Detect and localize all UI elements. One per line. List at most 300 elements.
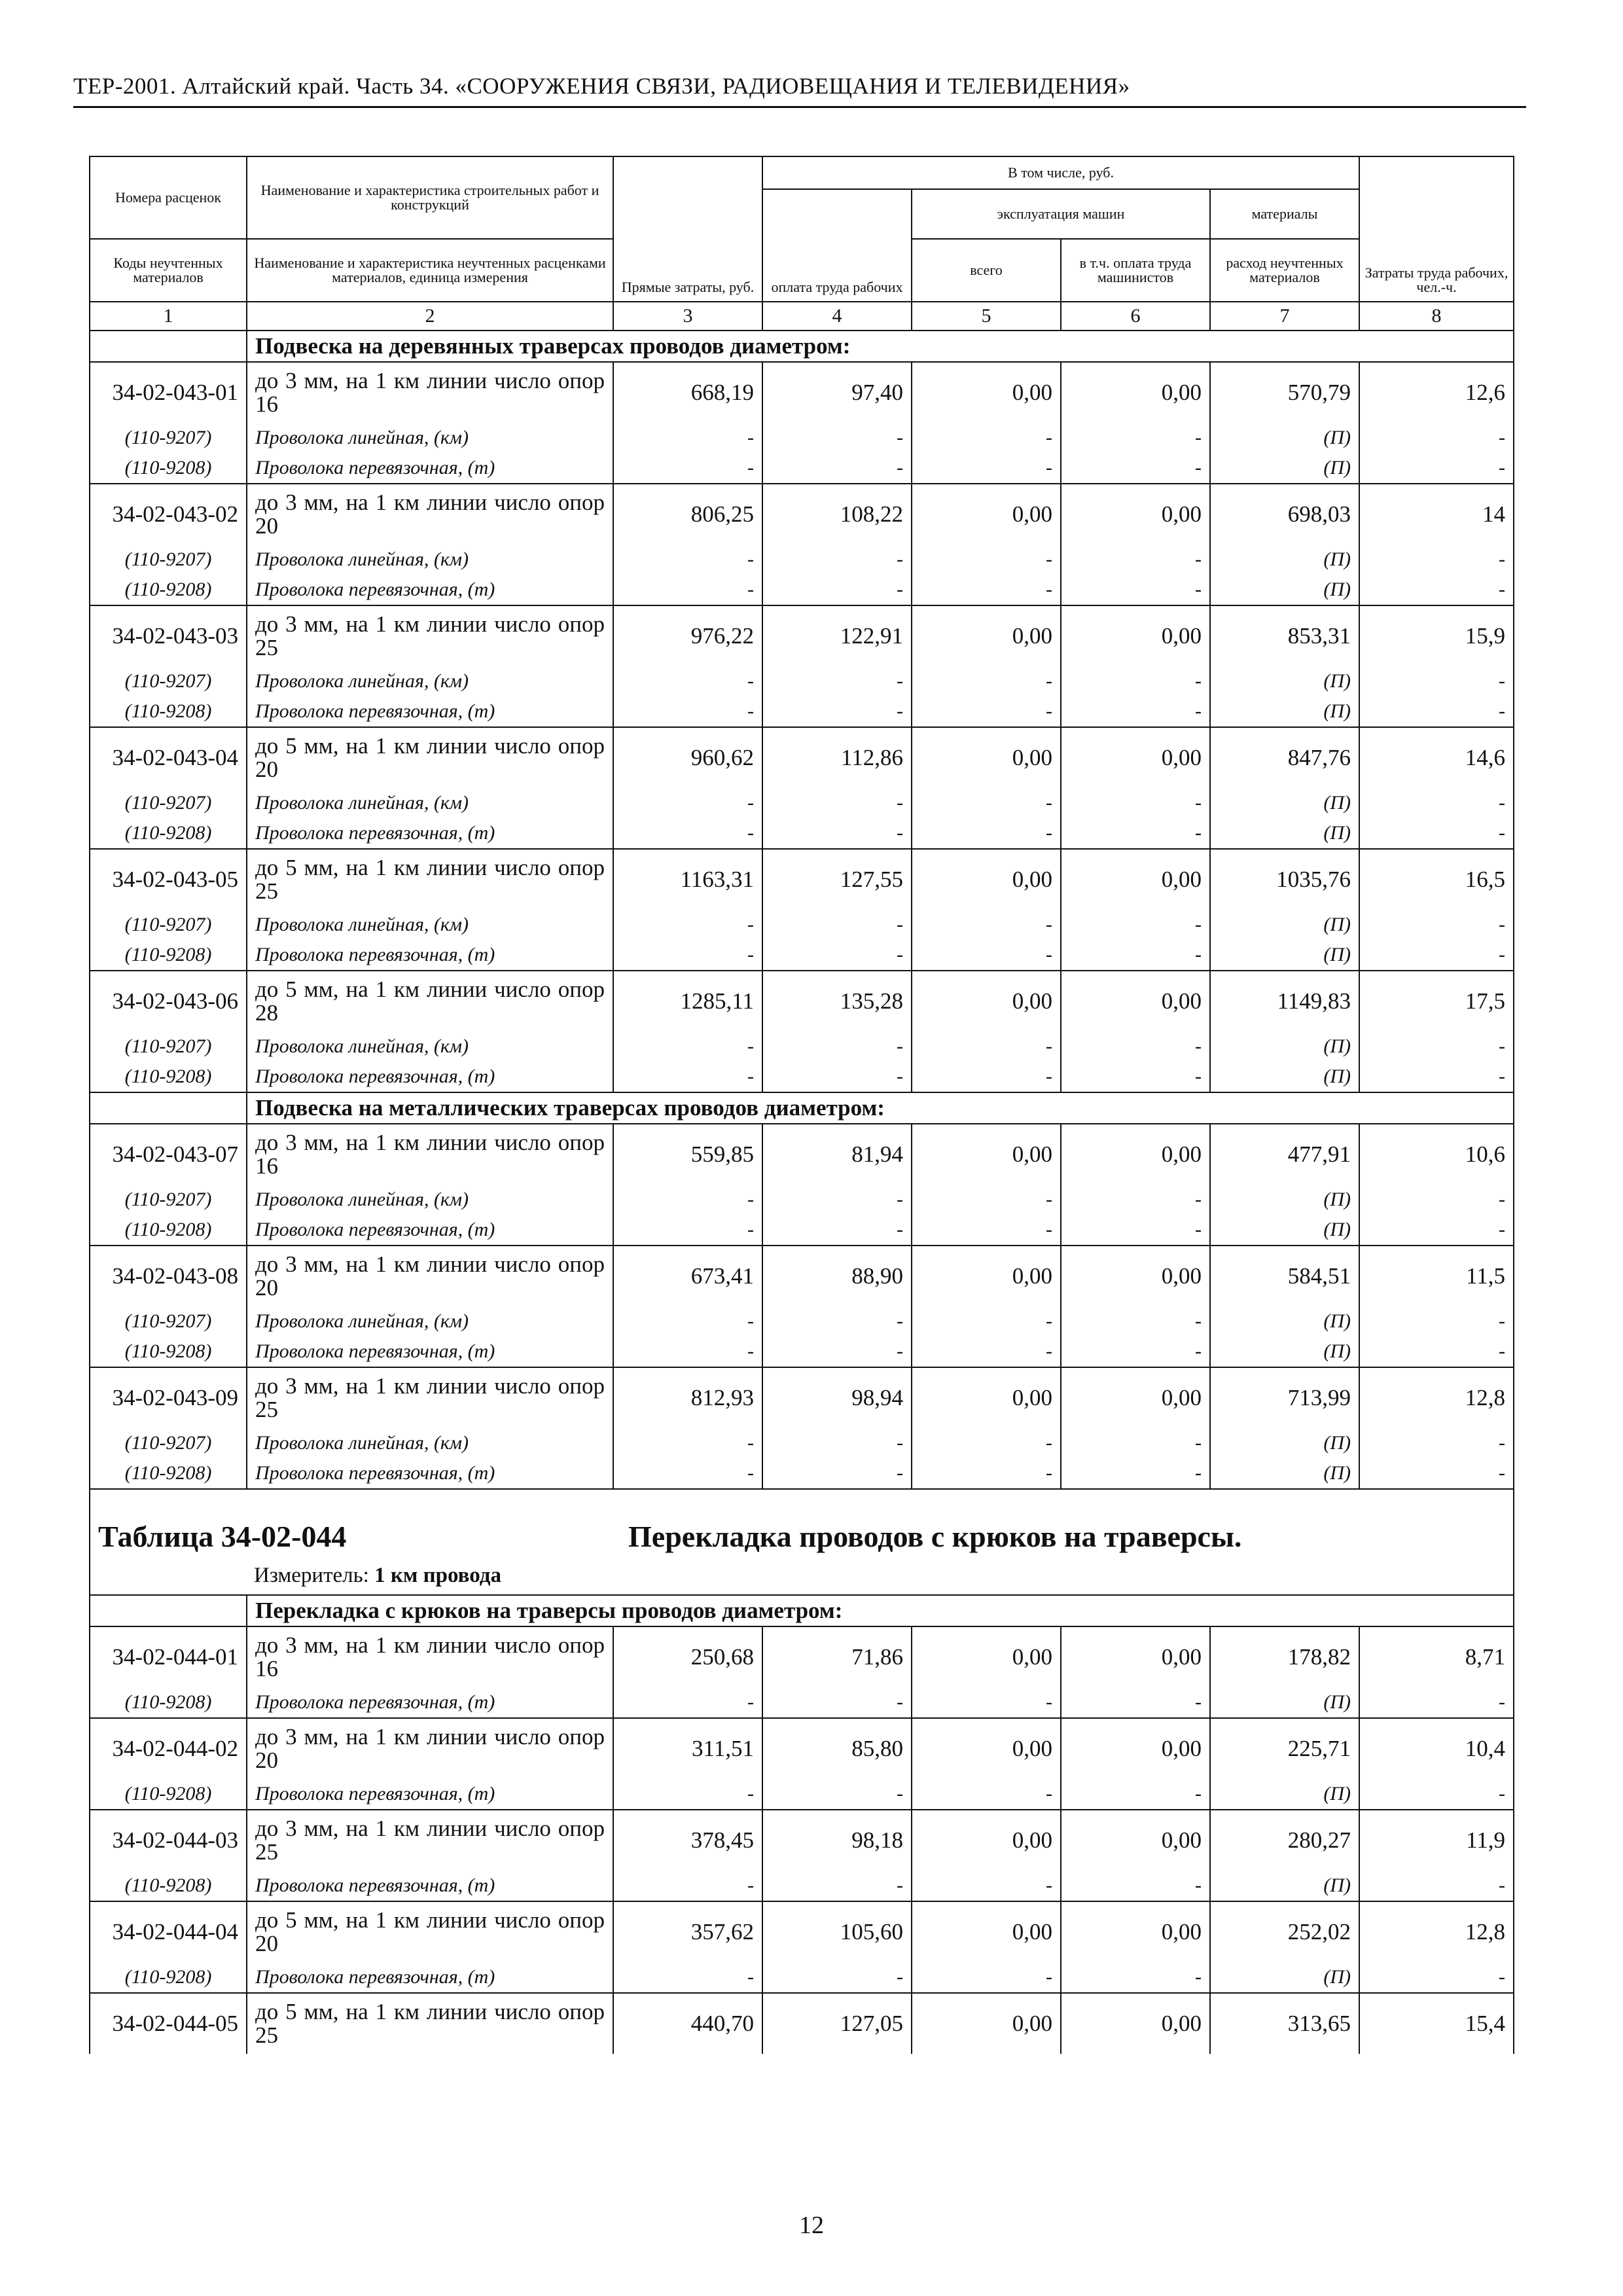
material-mark: (П) <box>1210 1306 1359 1336</box>
dash: - <box>762 1185 912 1215</box>
dash: - <box>762 788 912 818</box>
rate-row <box>90 1993 1514 2054</box>
dash: - <box>912 1215 1061 1246</box>
col-number: 6 <box>1061 302 1210 331</box>
machinist-pay: 0,00 <box>1061 1246 1210 1306</box>
dash: - <box>1359 423 1514 453</box>
machines-total: 0,00 <box>912 849 1061 910</box>
material-mark: (П) <box>1210 1062 1359 1092</box>
dash: - <box>1061 1779 1210 1810</box>
dash: - <box>1359 1336 1514 1367</box>
material-name: Проволока перевязочная, (т) <box>247 453 613 484</box>
dash: - <box>762 1687 912 1718</box>
materials-cost: 1149,83 <box>1210 971 1359 1031</box>
material-mark: (П) <box>1210 940 1359 971</box>
header-col6: в т.ч. оплата труда машинистов <box>1061 239 1210 302</box>
header-col4: оплата труда рабочих <box>762 189 912 302</box>
machines-total: 0,00 <box>912 484 1061 545</box>
dash: - <box>1061 666 1210 696</box>
machinist-pay: 0,00 <box>1061 1124 1210 1185</box>
rate-row <box>90 1124 1514 1185</box>
col-number: 3 <box>613 302 762 331</box>
dash: - <box>613 788 762 818</box>
dash: - <box>1359 1215 1514 1246</box>
material-code: (110-9208) <box>90 1215 247 1246</box>
rate-row <box>90 1901 1514 1962</box>
dash: - <box>1359 910 1514 940</box>
labor-hours: 11,5 <box>1359 1246 1514 1306</box>
rate-group <box>90 1626 1514 1718</box>
dash: - <box>1359 1428 1514 1458</box>
machinist-pay: 0,00 <box>1061 727 1210 788</box>
rate-code: 34-02-044-01 <box>90 1626 247 1687</box>
rate-group <box>90 605 1514 727</box>
dash: - <box>1061 1458 1210 1489</box>
material-row <box>90 1215 1514 1246</box>
material-code: (110-9208) <box>90 1458 247 1489</box>
labor-hours: 10,4 <box>1359 1718 1514 1779</box>
rate-row <box>90 1246 1514 1306</box>
material-row <box>90 1185 1514 1215</box>
rate-group <box>90 971 1514 1092</box>
material-code: (110-9207) <box>90 1428 247 1458</box>
labor-hours: 14 <box>1359 484 1514 545</box>
dash: - <box>1061 575 1210 605</box>
direct-cost: 311,51 <box>613 1718 762 1779</box>
labor-pay: 105,60 <box>762 1901 912 1962</box>
dash: - <box>613 423 762 453</box>
rate-code: 34-02-044-04 <box>90 1901 247 1962</box>
material-code: (110-9208) <box>90 940 247 971</box>
rate-code: 34-02-044-05 <box>90 1993 247 2054</box>
rate-row <box>90 1718 1514 1779</box>
material-code: (110-9207) <box>90 1306 247 1336</box>
rate-name: до 5 мм, на 1 км линии число опор 20 <box>247 1901 613 1962</box>
machinist-pay: 0,00 <box>1061 849 1210 910</box>
material-code: (110-9208) <box>90 1779 247 1810</box>
material-row <box>90 453 1514 484</box>
rate-name: до 5 мм, на 1 км линии число опор 20 <box>247 727 613 788</box>
material-row <box>90 666 1514 696</box>
material-code: (110-9207) <box>90 910 247 940</box>
material-code: (110-9207) <box>90 423 247 453</box>
rate-group <box>90 1993 1514 2054</box>
material-row <box>90 788 1514 818</box>
material-name: Проволока перевязочная, (т) <box>247 1458 613 1489</box>
direct-cost: 1285,11 <box>613 971 762 1031</box>
material-name: Проволока линейная, (км) <box>247 1031 613 1062</box>
dash: - <box>1359 1062 1514 1092</box>
page-number: 12 <box>799 2212 824 2239</box>
materials-cost: 178,82 <box>1210 1626 1359 1687</box>
dash: - <box>762 1215 912 1246</box>
material-mark: (П) <box>1210 1871 1359 1901</box>
labor-hours: 15,9 <box>1359 605 1514 666</box>
material-name: Проволока перевязочная, (т) <box>247 1062 613 1092</box>
machines-total: 0,00 <box>912 1367 1061 1428</box>
material-name: Проволока перевязочная, (т) <box>247 818 613 849</box>
labor-pay: 122,91 <box>762 605 912 666</box>
dash: - <box>762 1962 912 1993</box>
material-row <box>90 910 1514 940</box>
direct-cost: 668,19 <box>613 362 762 423</box>
dash: - <box>912 1687 1061 1718</box>
machinist-pay: 0,00 <box>1061 1901 1210 1962</box>
material-mark: (П) <box>1210 545 1359 575</box>
machinist-pay: 0,00 <box>1061 1626 1210 1687</box>
material-name: Проволока перевязочная, (т) <box>247 1687 613 1718</box>
labor-pay: 81,94 <box>762 1124 912 1185</box>
header-col5: всего <box>912 239 1061 302</box>
dash: - <box>1061 1185 1210 1215</box>
material-mark: (П) <box>1210 788 1359 818</box>
material-mark: (П) <box>1210 575 1359 605</box>
header-col1-top: Номера расценок <box>90 156 247 239</box>
material-mark: (П) <box>1210 818 1359 849</box>
materials-cost: 713,99 <box>1210 1367 1359 1428</box>
labor-pay: 71,86 <box>762 1626 912 1687</box>
material-code: (110-9208) <box>90 453 247 484</box>
unit-label: Измеритель: <box>254 1564 369 1587</box>
labor-pay: 98,94 <box>762 1367 912 1428</box>
dash: - <box>613 666 762 696</box>
dash: - <box>1061 545 1210 575</box>
material-code: (110-9207) <box>90 1031 247 1062</box>
dash: - <box>912 423 1061 453</box>
dash: - <box>912 1336 1061 1367</box>
dash: - <box>912 1458 1061 1489</box>
header-col7: расход неучтенных материалов <box>1210 239 1359 302</box>
rate-name: до 3 мм, на 1 км линии число опор 25 <box>247 605 613 666</box>
material-mark: (П) <box>1210 1428 1359 1458</box>
header-group-materials: материалы <box>1210 189 1359 239</box>
machinist-pay: 0,00 <box>1061 1993 1210 2054</box>
dash: - <box>762 1306 912 1336</box>
dash: - <box>912 1306 1061 1336</box>
material-row <box>90 575 1514 605</box>
header-col2-top: Наименование и характеристика строительных работ и конструкций <box>247 156 613 239</box>
section-row-empty <box>90 331 247 362</box>
rate-row <box>90 1367 1514 1428</box>
rate-name: до 3 мм, на 1 км линии число опор 25 <box>247 1810 613 1871</box>
material-name: Проволока перевязочная, (т) <box>247 1871 613 1901</box>
material-code: (110-9208) <box>90 575 247 605</box>
rate-row <box>90 362 1514 423</box>
rate-group <box>90 484 1514 605</box>
direct-cost: 812,93 <box>613 1367 762 1428</box>
col-number: 1 <box>90 302 247 331</box>
rate-code: 34-02-044-03 <box>90 1810 247 1871</box>
labor-pay: 127,05 <box>762 1993 912 2054</box>
material-mark: (П) <box>1210 1962 1359 1993</box>
materials-cost: 252,02 <box>1210 1901 1359 1962</box>
table-044-unit <box>254 1564 501 1588</box>
machines-total: 0,00 <box>912 1718 1061 1779</box>
material-row <box>90 1306 1514 1336</box>
materials-cost: 698,03 <box>1210 484 1359 545</box>
dash: - <box>1359 1962 1514 1993</box>
dash: - <box>613 818 762 849</box>
material-name: Проволока перевязочная, (т) <box>247 696 613 727</box>
dash: - <box>762 1458 912 1489</box>
section-title: Подвеска на металлических траверсах проводов диаметром: <box>247 1092 1514 1124</box>
rate-name: до 3 мм, на 1 км линии число опор 20 <box>247 1718 613 1779</box>
direct-cost: 559,85 <box>613 1124 762 1185</box>
dash: - <box>1061 696 1210 727</box>
rate-code: 34-02-043-01 <box>90 362 247 423</box>
labor-hours: 11,9 <box>1359 1810 1514 1871</box>
section-row-empty <box>90 1595 247 1626</box>
material-name: Проволока перевязочная, (т) <box>247 1336 613 1367</box>
dash: - <box>1061 1428 1210 1458</box>
rate-row <box>90 484 1514 545</box>
rate-row <box>90 1626 1514 1687</box>
machines-total: 0,00 <box>912 727 1061 788</box>
table-044-heading-row <box>90 1489 1514 1595</box>
material-code: (110-9207) <box>90 1185 247 1215</box>
material-row <box>90 1779 1514 1810</box>
dash: - <box>1359 666 1514 696</box>
dash: - <box>762 1336 912 1367</box>
dash: - <box>912 696 1061 727</box>
dash: - <box>912 1031 1061 1062</box>
materials-cost: 225,71 <box>1210 1718 1359 1779</box>
dash: - <box>762 910 912 940</box>
dash: - <box>613 910 762 940</box>
material-name: Проволока линейная, (км) <box>247 910 613 940</box>
dash: - <box>912 1185 1061 1215</box>
material-row <box>90 1336 1514 1367</box>
rate-row <box>90 971 1514 1031</box>
dash: - <box>613 1687 762 1718</box>
machines-total: 0,00 <box>912 362 1061 423</box>
labor-pay: 85,80 <box>762 1718 912 1779</box>
table-044-heading <box>90 1489 1514 1595</box>
dash: - <box>912 818 1061 849</box>
dash: - <box>1359 1779 1514 1810</box>
price-table <box>89 156 1514 2054</box>
rate-group <box>90 849 1514 971</box>
material-row <box>90 1458 1514 1489</box>
rate-code: 34-02-043-02 <box>90 484 247 545</box>
dash: - <box>912 1779 1061 1810</box>
header-group-machines: эксплуатация машин <box>912 189 1210 239</box>
material-name: Проволока линейная, (км) <box>247 1306 613 1336</box>
material-code: (110-9208) <box>90 696 247 727</box>
machinist-pay: 0,00 <box>1061 362 1210 423</box>
dash: - <box>1061 1336 1210 1367</box>
material-row <box>90 1031 1514 1062</box>
dash: - <box>1359 1185 1514 1215</box>
labor-pay: 98,18 <box>762 1810 912 1871</box>
machinist-pay: 0,00 <box>1061 1810 1210 1871</box>
materials-cost: 584,51 <box>1210 1246 1359 1306</box>
material-code: (110-9208) <box>90 818 247 849</box>
header-col3: Прямые затраты, руб. <box>613 156 762 302</box>
machines-total: 0,00 <box>912 1993 1061 2054</box>
material-mark: (П) <box>1210 1458 1359 1489</box>
dash: - <box>762 453 912 484</box>
rate-group <box>90 1367 1514 1489</box>
labor-pay: 108,22 <box>762 484 912 545</box>
dash: - <box>1061 910 1210 940</box>
material-mark: (П) <box>1210 1185 1359 1215</box>
rate-name: до 3 мм, на 1 км линии число опор 20 <box>247 1246 613 1306</box>
dash: - <box>912 1962 1061 1993</box>
material-mark: (П) <box>1210 1779 1359 1810</box>
material-mark: (П) <box>1210 1031 1359 1062</box>
material-name: Проволока перевязочная, (т) <box>247 575 613 605</box>
direct-cost: 357,62 <box>613 1901 762 1962</box>
direct-cost: 378,45 <box>613 1810 762 1871</box>
machines-total: 0,00 <box>912 1124 1061 1185</box>
material-mark: (П) <box>1210 1336 1359 1367</box>
rate-code: 34-02-043-03 <box>90 605 247 666</box>
dash: - <box>912 1871 1061 1901</box>
material-row <box>90 696 1514 727</box>
material-row <box>90 1687 1514 1718</box>
dash: - <box>613 453 762 484</box>
unit-value: 1 км провода <box>374 1564 501 1587</box>
dash: - <box>762 575 912 605</box>
material-row <box>90 1428 1514 1458</box>
rate-code: 34-02-043-05 <box>90 849 247 910</box>
dash: - <box>1359 696 1514 727</box>
machines-total: 0,00 <box>912 1810 1061 1871</box>
dash: - <box>1061 1962 1210 1993</box>
header-col1-bottom: Коды неучтенных материалов <box>90 239 247 302</box>
labor-hours: 12,8 <box>1359 1901 1514 1962</box>
dash: - <box>762 666 912 696</box>
dash: - <box>1359 545 1514 575</box>
labor-pay: 135,28 <box>762 971 912 1031</box>
rate-name: до 3 мм, на 1 км линии число опор 16 <box>247 362 613 423</box>
dash: - <box>613 1306 762 1336</box>
material-row <box>90 1871 1514 1901</box>
dash: - <box>613 1428 762 1458</box>
material-mark: (П) <box>1210 453 1359 484</box>
material-name: Проволока линейная, (км) <box>247 423 613 453</box>
materials-cost: 853,31 <box>1210 605 1359 666</box>
machines-total: 0,00 <box>912 1246 1061 1306</box>
dash: - <box>1359 1458 1514 1489</box>
machines-total: 0,00 <box>912 1626 1061 1687</box>
labor-hours: 15,4 <box>1359 1993 1514 2054</box>
table-044-title: Перекладка проводов с крюков на траверсы. <box>628 1520 1242 1553</box>
rate-code: 34-02-043-09 <box>90 1367 247 1428</box>
rate-name: до 3 мм, на 1 км линии число опор 20 <box>247 484 613 545</box>
material-code: (110-9207) <box>90 545 247 575</box>
dash: - <box>912 545 1061 575</box>
section-row-empty <box>90 1092 247 1124</box>
rate-group <box>90 362 1514 484</box>
dash: - <box>912 788 1061 818</box>
material-row <box>90 1962 1514 1993</box>
machines-total: 0,00 <box>912 1901 1061 1962</box>
dash: - <box>1061 1687 1210 1718</box>
rate-row <box>90 1810 1514 1871</box>
dash: - <box>613 1779 762 1810</box>
material-mark: (П) <box>1210 696 1359 727</box>
header-group-incl: В том числе, руб. <box>762 156 1359 189</box>
section-title: Перекладка с крюков на траверсы проводов диаметром: <box>247 1595 1514 1626</box>
material-mark: (П) <box>1210 423 1359 453</box>
material-row <box>90 1062 1514 1092</box>
dash: - <box>762 940 912 971</box>
direct-cost: 250,68 <box>613 1626 762 1687</box>
material-code: (110-9207) <box>90 788 247 818</box>
labor-hours: 12,8 <box>1359 1367 1514 1428</box>
dash: - <box>613 545 762 575</box>
material-name: Проволока перевязочная, (т) <box>247 1215 613 1246</box>
material-name: Проволока перевязочная, (т) <box>247 1962 613 1993</box>
rate-group <box>90 1901 1514 1993</box>
dash: - <box>762 1871 912 1901</box>
labor-pay: 97,40 <box>762 362 912 423</box>
rate-row <box>90 849 1514 910</box>
dash: - <box>613 1185 762 1215</box>
rate-code: 34-02-043-08 <box>90 1246 247 1306</box>
machines-total: 0,00 <box>912 971 1061 1031</box>
material-code: (110-9208) <box>90 1336 247 1367</box>
table-044-label: Таблица 34-02-044 <box>98 1520 347 1553</box>
machines-total: 0,00 <box>912 605 1061 666</box>
dash: - <box>762 1031 912 1062</box>
materials-cost: 847,76 <box>1210 727 1359 788</box>
machinist-pay: 0,00 <box>1061 484 1210 545</box>
dash: - <box>613 1336 762 1367</box>
material-row <box>90 423 1514 453</box>
dash: - <box>1359 1031 1514 1062</box>
dash: - <box>762 423 912 453</box>
rate-group <box>90 727 1514 849</box>
material-row <box>90 940 1514 971</box>
machinist-pay: 0,00 <box>1061 1718 1210 1779</box>
dash: - <box>762 818 912 849</box>
material-name: Проволока линейная, (км) <box>247 1185 613 1215</box>
direct-cost: 440,70 <box>613 1993 762 2054</box>
rate-code: 34-02-043-04 <box>90 727 247 788</box>
dash: - <box>1061 423 1210 453</box>
dash: - <box>613 1871 762 1901</box>
material-name: Проволока линейная, (км) <box>247 545 613 575</box>
running-header: ТЕР-2001. Алтайский край. Часть 34. «СООРУЖЕНИЯ СВЯЗИ, РАДИОВЕЩАНИЯ И ТЕЛЕВИДЕНИЯ» <box>73 73 1130 99</box>
dash: - <box>912 575 1061 605</box>
direct-cost: 1163,31 <box>613 849 762 910</box>
dash: - <box>613 575 762 605</box>
labor-hours: 10,6 <box>1359 1124 1514 1185</box>
material-row <box>90 818 1514 849</box>
materials-cost: 1035,76 <box>1210 849 1359 910</box>
material-row <box>90 545 1514 575</box>
material-mark: (П) <box>1210 1215 1359 1246</box>
dash: - <box>912 940 1061 971</box>
labor-hours: 8,71 <box>1359 1626 1514 1687</box>
labor-pay: 127,55 <box>762 849 912 910</box>
rate-group <box>90 1810 1514 1901</box>
col-number: 8 <box>1359 302 1514 331</box>
rate-name: до 3 мм, на 1 км линии число опор 25 <box>247 1367 613 1428</box>
col-number: 7 <box>1210 302 1359 331</box>
rate-name: до 5 мм, на 1 км линии число опор 25 <box>247 849 613 910</box>
dash: - <box>1359 575 1514 605</box>
material-name: Проволока перевязочная, (т) <box>247 940 613 971</box>
dash: - <box>1061 1031 1210 1062</box>
col-number: 2 <box>247 302 613 331</box>
material-code: (110-9207) <box>90 666 247 696</box>
col-number: 5 <box>912 302 1061 331</box>
dash: - <box>613 1215 762 1246</box>
